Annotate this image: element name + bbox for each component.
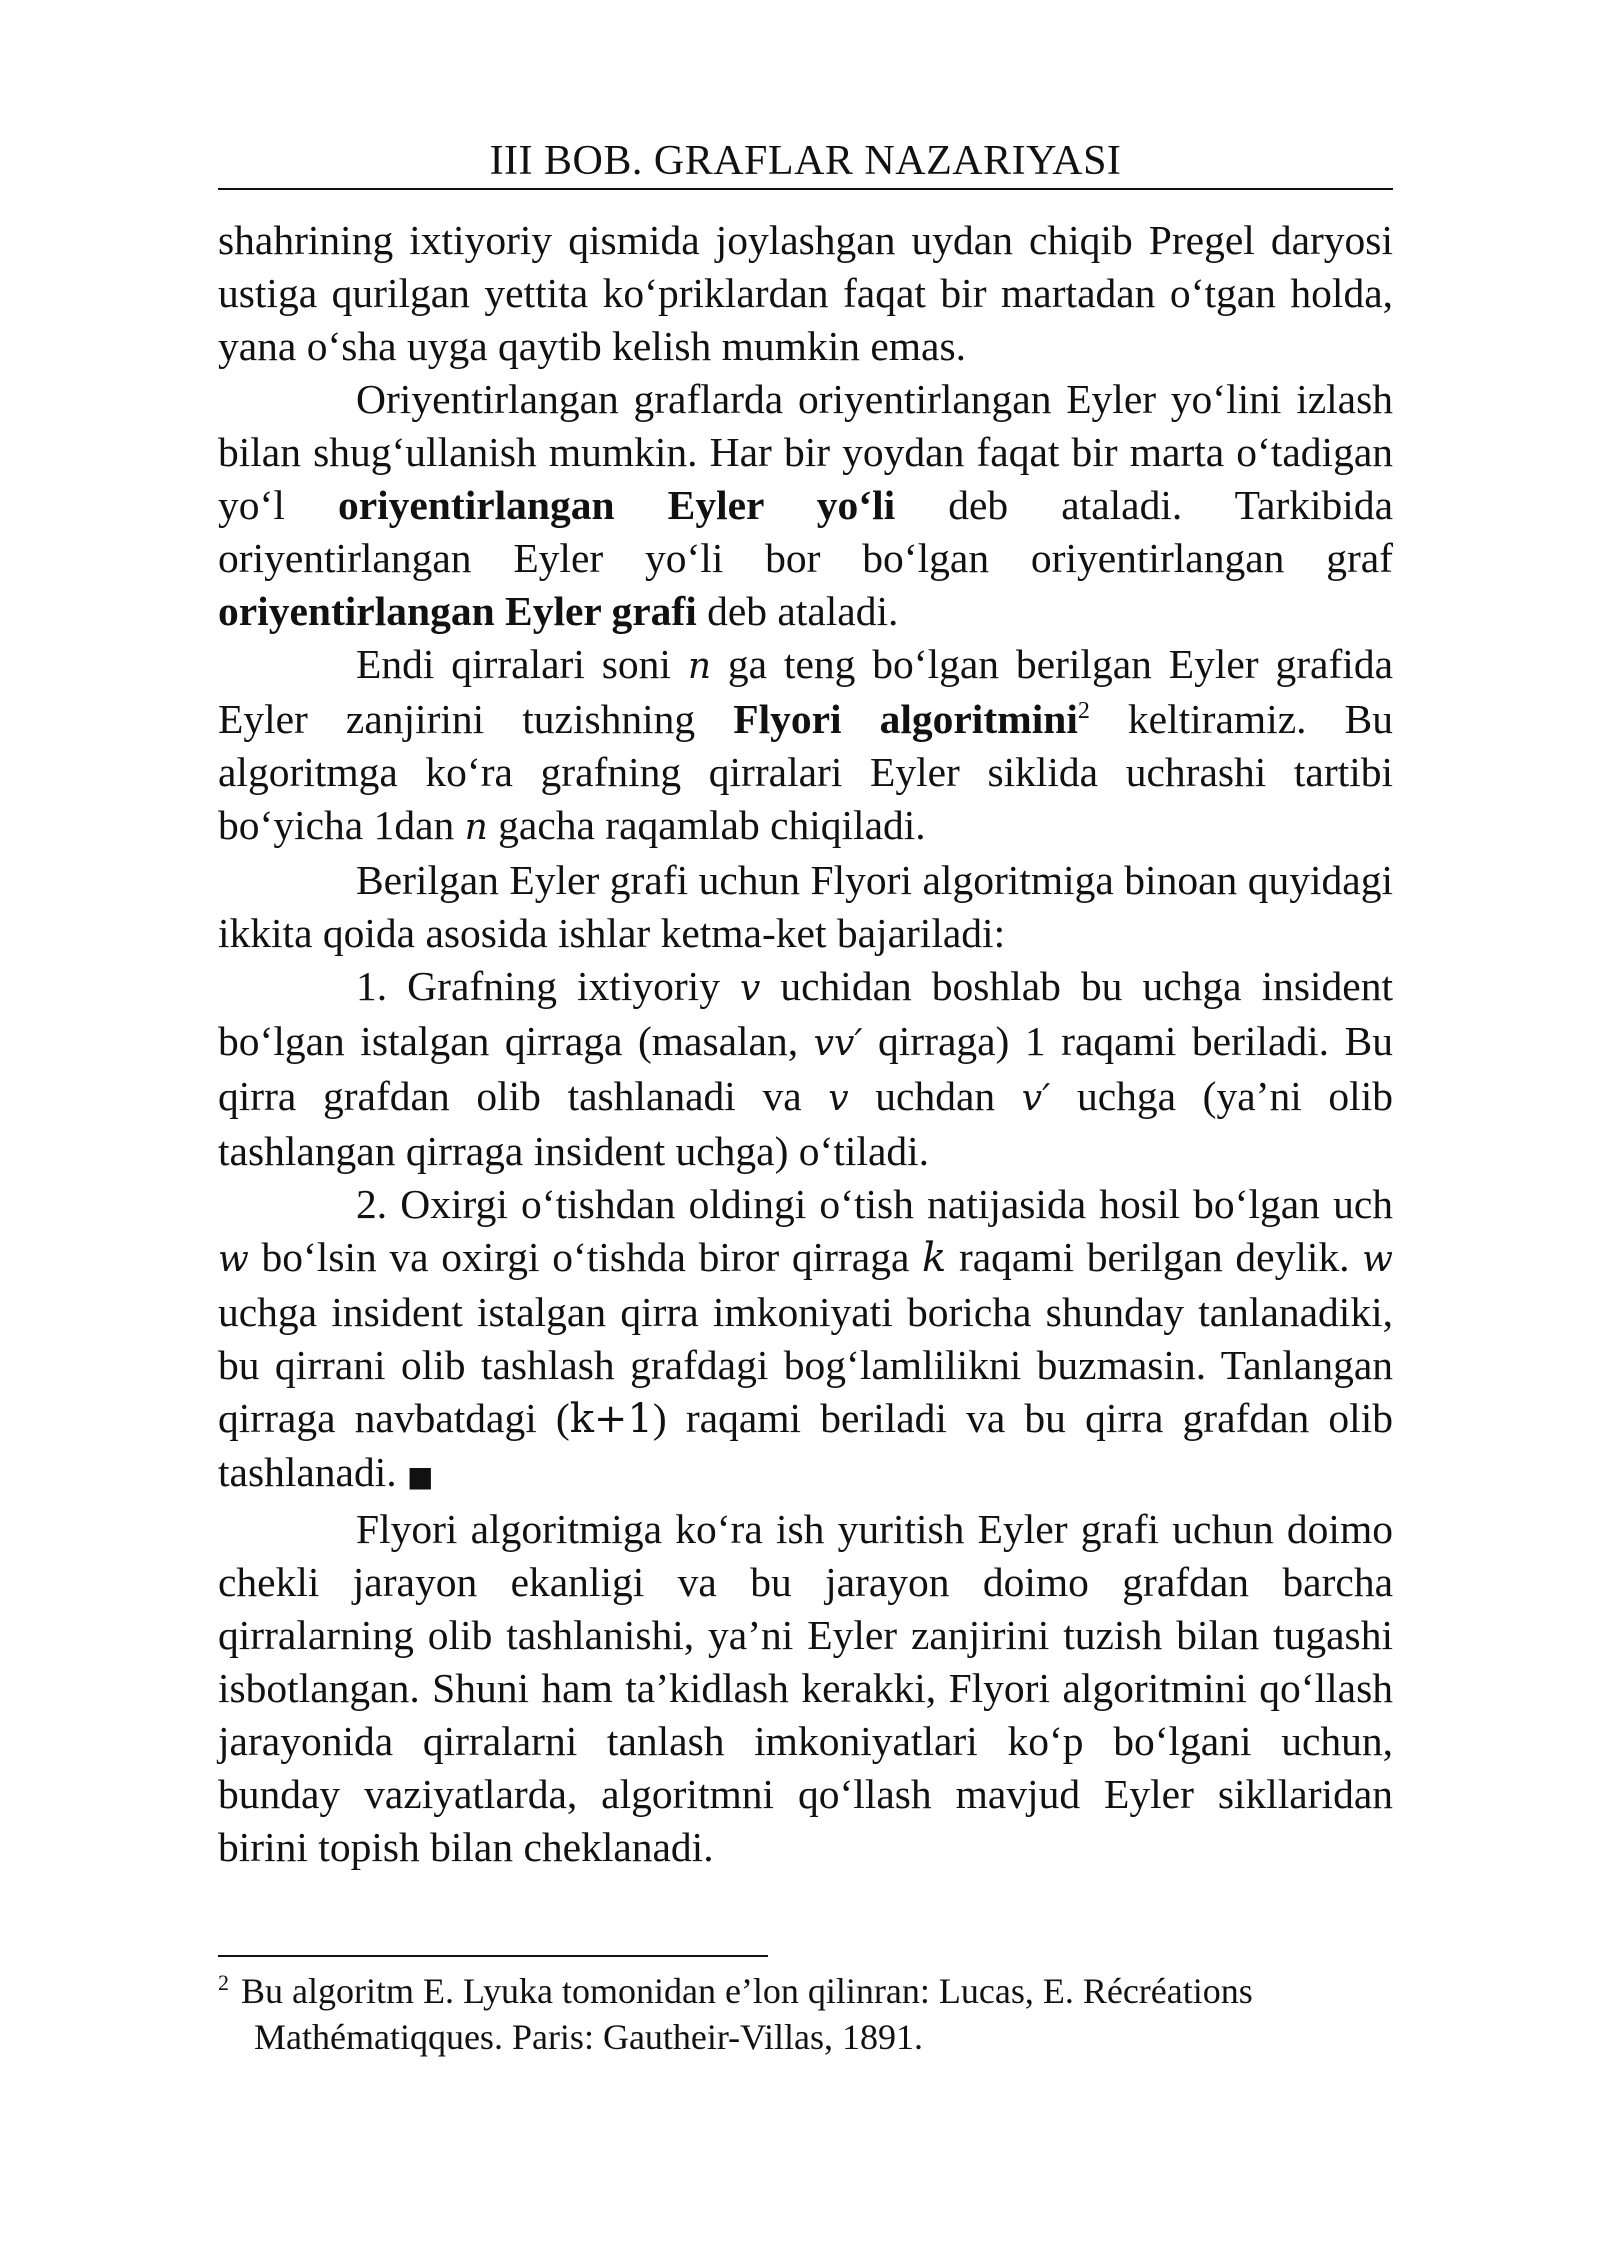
math-v-prime: v′ [1021,1078,1051,1119]
math-v: v [740,968,761,1009]
text-run: uchga insident istalgan qirra imkoniyati boricha shunday tanlanadiki, bu qirrani olib tashlash grafdagi bog‘lamlilikni buzmasin. Tanlangan qirraga navbatdagi ( [218,1289,1393,1441]
text-run: uchga (ya’ni olib tashlangan qirraga insident uchga) o‘tiladi. [218,1073,1393,1174]
math-v: v [828,1078,849,1119]
math-w: w [1362,1239,1393,1280]
math-w: w [218,1239,249,1280]
text-run: raqami berilgan deylik. [946,1234,1363,1280]
text-run: Endi qirralari soni [356,641,688,687]
footnote-text-line-2: Mathématiqques. Paris: Gautheir-Villas, 1891. [254,2017,923,2057]
paragraph-rule-2 [218,1178,1393,1503]
paragraph-1: shahrining ixtiyoriy qismida joylashgan uydan chiqib Pregel daryosi ustiga qurilgan yettita ko‘priklardan faqat bir martadan o‘tgan holda, yana o‘sha uyga qaytib kelish mumkin emas. [218,217,1393,369]
term-fleury-algorithm: Flyori algoritmini [733,696,1078,742]
running-header: III BOB. GRAFLAR NAZARIYASI [489,138,1122,184]
paragraph-rule-1 [218,960,1393,1178]
text-run: gacha raqamlab chiqiladi. [487,802,926,848]
math-k: k [922,1235,947,1281]
paragraph-2 [218,373,1393,638]
math-n: n [687,646,712,687]
end-of-proof-square: ■ [407,1460,434,1493]
footnote-reference[interactable]: 2 [1077,698,1090,725]
text-run: deb ataladi. [696,588,899,634]
text-run: uchdan [848,1073,1022,1119]
math-k-plus-1: k+1 [569,1396,653,1442]
footnote-text-line-1: Bu algoritm E. Lyuka tomonidan e’lon qilinran: Lucas, E. Récréations [241,1971,1253,2011]
math-n: n [464,807,488,848]
text-run: 1. Grafning ixtiyoriy [356,963,740,1009]
term-oriented-euler-path: oriyentirlangan Eyler yo‘li [337,482,896,528]
text-run: qirraga) 1 raqami beriladi. Bu qirra grafdan olib tashlanadi va [218,1018,1393,1119]
text-run: keltiramiz. Bu algoritmga ko‘ra grafning qirralari Eyler siklida uchrashi tartibi bo‘yicha 1dan [218,696,1393,848]
text-run: Oriyentirlangan graflarda oriyentirlangan Eyler yo‘lini izlash bilan shug‘ullanish mumkin. Har bir yoydan faqat bir marta o‘tadigan yo‘l [218,376,1393,528]
text-run: uchidan boshlab bu uchga insident bo‘lgan istalgan qirraga (masalan, [218,963,1394,1064]
footnote-mark: 2 [218,1970,229,1995]
term-oriented-euler-graph: oriyentirlangan Eyler grafi [218,588,697,634]
paragraph-4: Berilgan Eyler grafi uchun Flyori algoritmiga binoan quyidagi ikkita qoida asosida ishlar ketma-ket bajariladi: [218,857,1393,956]
paragraph-7: Flyori algoritmiga ko‘ra ish yuritish Eyler grafi uchun doimo chekli jarayon ekanligi va bu jarayon doimo grafdan barcha qirralarning olib tashlanishi, ya’ni Eyler zanjirini tuzish bilan tugashi isbotlangan. Shuni ham ta’kidlash kerakki, Flyori algoritmini qo‘llash jarayonida qirralarni tanlash imkoniyatlari ko‘p bo‘lgani uchun, bunday vaziyatlarda, algoritmni qo‘llash mavjud Eyler sikllaridan birini topish bilan cheklanadi. [218,1506,1393,1870]
footnote-rule [218,1955,768,1957]
footnote [218,1968,1393,2060]
text-run: deb ataladi. Tarkibida oriyentirlangan Eyler yo‘li bor bo‘lgan oriyentirlangan graf [218,482,1393,581]
math-vv-prime: vv′ [813,1023,863,1064]
text-run: bo‘lsin va oxirgi o‘tishda biror qirraga [248,1234,923,1280]
header-rule [218,188,1393,190]
paragraph-3 [218,638,1393,854]
text-run: ) raqami beriladi va bu qirra grafdan olib tashlanadi. [218,1395,1393,1495]
text-run: 2. Oxirgi o‘tishdan oldingi o‘tish natijasida hosil bo‘lgan uch [356,1181,1393,1227]
body-text [218,214,1393,1874]
text-run: ga teng bo‘lgan berilgan Eyler grafida Eyler zanjirini tuzishning [218,641,1393,742]
